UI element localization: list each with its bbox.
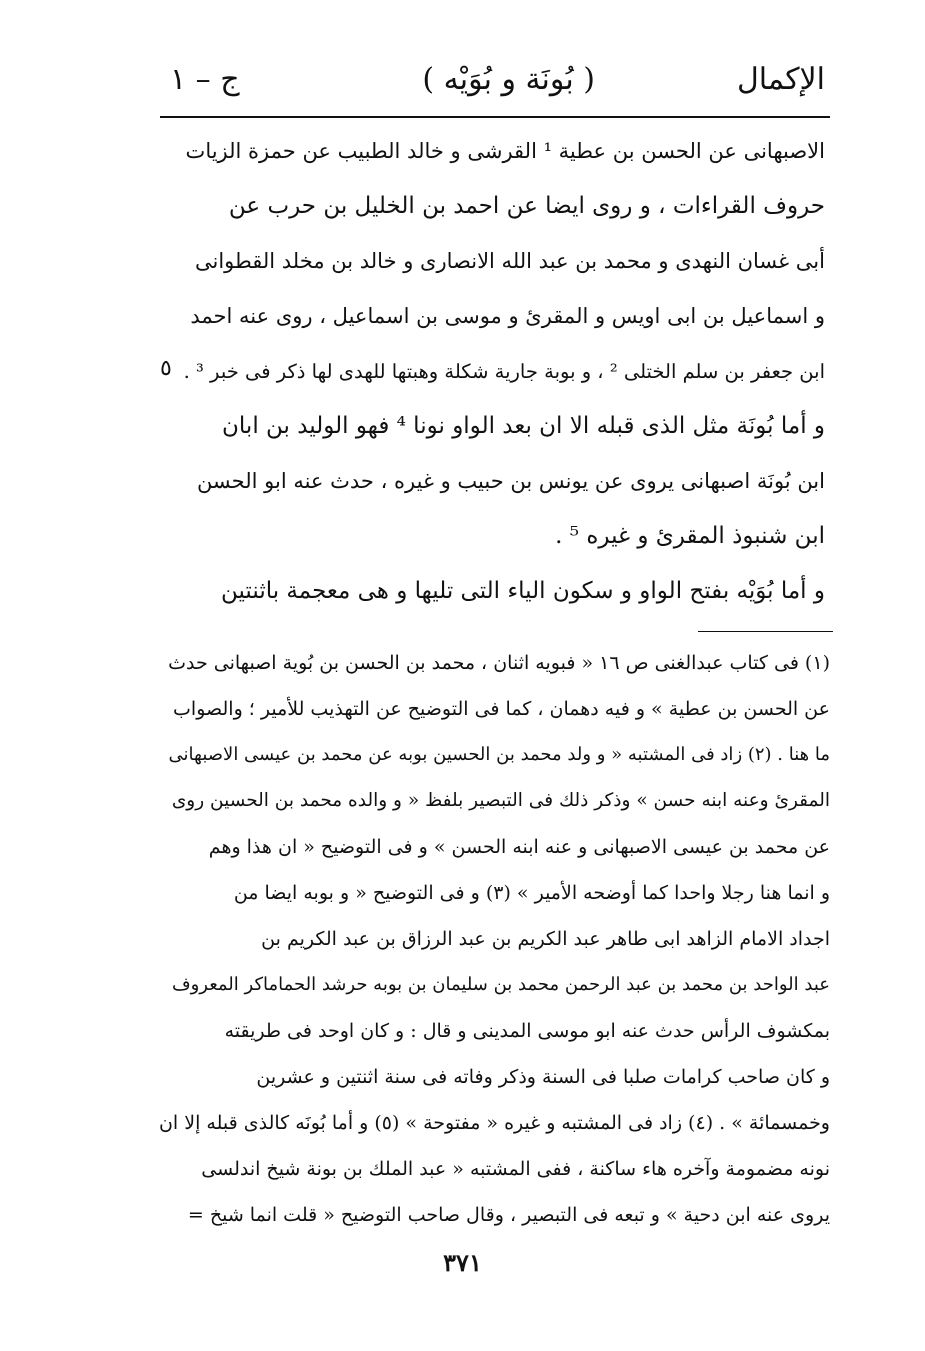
footnote-line: اجداد الامام الزاهد ابى طاهر عبد الكريم بن عبد الرزاق بن عبد الكريم بن — [261, 928, 830, 950]
text-line: و أما بُونَة مثل الذى قبله الا ان بعد الواو نونا ⁴ فهو الوليد بن ابان — [222, 413, 825, 439]
text-line: حروف القراءات ، و روى ايضا عن احمد بن الخليل بن حرب عن — [228, 193, 825, 219]
text-line: أبى غسان النهدى و محمد بن عبد الله الانصارى و خالد بن مخلد القطوانى — [195, 249, 825, 273]
footnote-line: عن محمد بن عيسى الاصبهانى و عنه ابنه الحسن » و فى التوضيح « ان هذا وهم — [208, 836, 830, 858]
text-line: ابن شنبوذ المقرئ و غيره ⁵ . — [555, 523, 825, 549]
footnote-line: المقرئ وعنه ابنه حسن » وذكر ذلك فى التبصير بلفظ « و والده محمد بن الحسين روى — [171, 790, 830, 811]
footnote-line: ما هنا . (٢) زاد فى المشتبه « و ولد محمد بن الحسين بوبه عن محمد بن عيسى الاصبهانى — [168, 744, 830, 765]
footnote-line: و كان صاحب كرامات صلبا فى السنة وذكر وفاته فى سنة اثنتين و عشرين — [256, 1066, 830, 1088]
footnote-rule — [698, 631, 833, 632]
text-line: ابن جعفر بن سلم الختلى ² ، و بوبة جارية شكلة وهبتها للهدى لها ذكر فى خبر ³ . — [183, 360, 825, 383]
footnote-line: وخمسمائة » . (٤) زاد فى المشتبه و غيره « مفتوحة » (٥) و أما بُونَه كالذى قبله إلا ان — [158, 1112, 830, 1134]
footnote-line: نونه مضمومة وآخره هاء ساكنة ، ففى المشتبه « عبد الملك بن بونة شيخ اندلسى — [201, 1158, 830, 1180]
footnote-line: عبد الواحد بن محمد بن عبد الرحمن محمد بن سليمان بن بوبه حرشد الحماماكر المعروف — [171, 974, 830, 995]
footnote-line: يروى عنه ابن دحية » و تبعه فى التبصير ، وقال صاحب التوضيح « قلت انما شيخ = — [187, 1204, 830, 1226]
text-line: ابن بُونَة اصبهانى يروى عن يونس بن حبيب و غيره ، حدث عنه ابو الحسن — [196, 469, 825, 493]
text-line: الاصبهانى عن الحسن بن عطية ¹ القرشى و خالد الطبيب عن حمزة الزيات — [185, 139, 825, 163]
main-text — [185, 124, 825, 619]
header-rule — [160, 116, 830, 118]
footnote-line: و انما هنا رجلا واحدا كما أوضحه الأمير » (٣) و فى التوضيح « و بوبه ايضا من — [233, 882, 830, 904]
page-number: ٣٧١ — [443, 1248, 482, 1277]
text-line: و اسماعيل بن ابى اويس و المقرئ و موسى بن اسماعيل ، روى عنه احمد — [190, 304, 825, 328]
footnote-line: (١) فى كتاب عبدالغنى ص ١٦ « فبويه اثنان ، محمد بن الحسن بن بُوية اصبهانى حدث — [168, 652, 830, 674]
header-section-title: ( بُونَة و بُوَيْه ) — [422, 62, 595, 97]
running-header — [165, 56, 825, 106]
footnotes — [160, 640, 830, 1238]
footnote-line: بمكشوف الرأس حدث عنه ابو موسى المدينى و قال : و كان اوحد فى طريقته — [224, 1020, 830, 1042]
footnote-line: عن الحسن بن عطية » و فيه دهمان ، كما فى التوضيح عن التهذيب للأمير ؛ والصواب — [173, 698, 830, 720]
header-volume: ج – ١ — [170, 62, 240, 97]
line-number-marker: ٥ — [160, 356, 172, 381]
text-line: و أما بُوَيْه بفتح الواو و سكون الياء التى تليها و هى معجمة باثنتين — [220, 578, 825, 604]
header-book-title: الإكمال — [736, 62, 825, 97]
